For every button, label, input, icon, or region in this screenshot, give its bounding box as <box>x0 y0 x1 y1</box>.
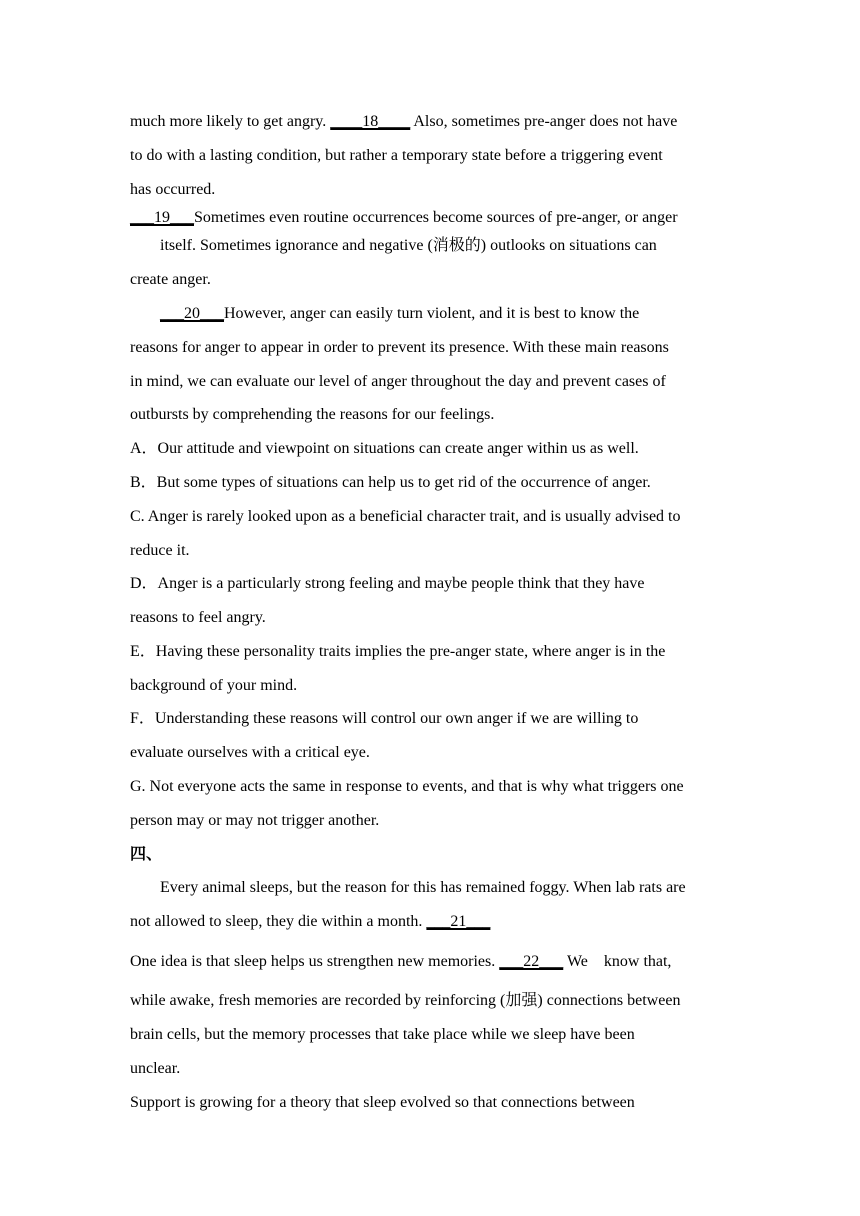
passage-line: brain cells, but the memory processes that take place while we sleep have been <box>130 1026 635 1043</box>
passage-line: create anger. <box>130 271 211 288</box>
passage-text: much more likely to get angry. <box>130 113 331 130</box>
option-g-cont: person may or may not trigger another. <box>130 812 380 829</box>
option-f-cont: evaluate ourselves with a critical eye. <box>130 744 370 761</box>
option-f: F．Understanding these reasons will control our own anger if we are willing to <box>130 710 639 727</box>
passage-line <box>160 304 639 324</box>
passage-line <box>130 952 671 972</box>
passage-line: Support is growing for a theory that sleep evolved so that connections between <box>130 1094 635 1111</box>
option-e: E．Having these personality traits implies the pre-anger state, where anger is in the <box>130 643 666 660</box>
section-heading: 四、 <box>130 846 163 863</box>
blank-20[interactable]: ___20___ <box>160 305 224 322</box>
passage-text: However, anger can easily turn violent, and it is best to know the <box>224 305 640 322</box>
option-d: D．Anger is a particularly strong feeling and maybe people think that they have <box>130 575 645 592</box>
passage-line: to do with a lasting condition, but rather a temporary state before a triggering event <box>130 147 663 164</box>
passage-text: not allowed to sleep, they die within a month. <box>130 913 427 930</box>
option-a: A．Our attitude and viewpoint on situations can create anger within us as well. <box>130 440 639 457</box>
blank-19[interactable]: ___19___ <box>130 209 194 226</box>
option-b: B．But some types of situations can help us to get rid of the occurrence of anger. <box>130 474 651 491</box>
passage-line: Every animal sleeps, but the reason for this has remained foggy. When lab rats are <box>160 879 686 896</box>
blank-22[interactable]: ___22___ <box>499 953 564 970</box>
passage-text: Also, sometimes pre-anger does not have <box>410 113 678 130</box>
passage-text: One idea is that sleep helps us strengthen new memories. <box>130 953 500 970</box>
option-d-cont: reasons to feel angry. <box>130 609 266 626</box>
passage-text: We know that, <box>563 953 672 970</box>
option-c: C. Anger is rarely looked upon as a beneficial character trait, and is usually advised to <box>130 508 681 525</box>
option-e-cont: background of your mind. <box>130 677 298 694</box>
passage-line <box>130 112 677 132</box>
passage-line <box>130 912 490 932</box>
passage-text: Sometimes even routine occurrences become sources of pre-anger, or anger <box>194 209 678 226</box>
option-g: G. Not everyone acts the same in response to events, and that is why what triggers one <box>130 778 684 795</box>
passage-line: in mind, we can evaluate our level of anger throughout the day and prevent cases of <box>130 373 666 390</box>
option-c-cont: reduce it. <box>130 542 190 559</box>
blank-18[interactable]: ____18____ <box>330 113 411 130</box>
passage-line: outbursts by comprehending the reasons for our feelings. <box>130 406 495 423</box>
passage-line: unclear. <box>130 1060 181 1077</box>
passage-line: reasons for anger to appear in order to prevent its presence. With these main reasons <box>130 339 669 356</box>
passage-line: while awake, fresh memories are recorded by reinforcing (加强) connections between <box>130 992 681 1009</box>
passage-line <box>130 208 678 228</box>
blank-21[interactable]: ___21___ <box>426 913 491 930</box>
passage-line: itself. Sometimes ignorance and negative (消极的) outlooks on situations can <box>160 237 657 254</box>
passage-line: has occurred. <box>130 181 216 198</box>
